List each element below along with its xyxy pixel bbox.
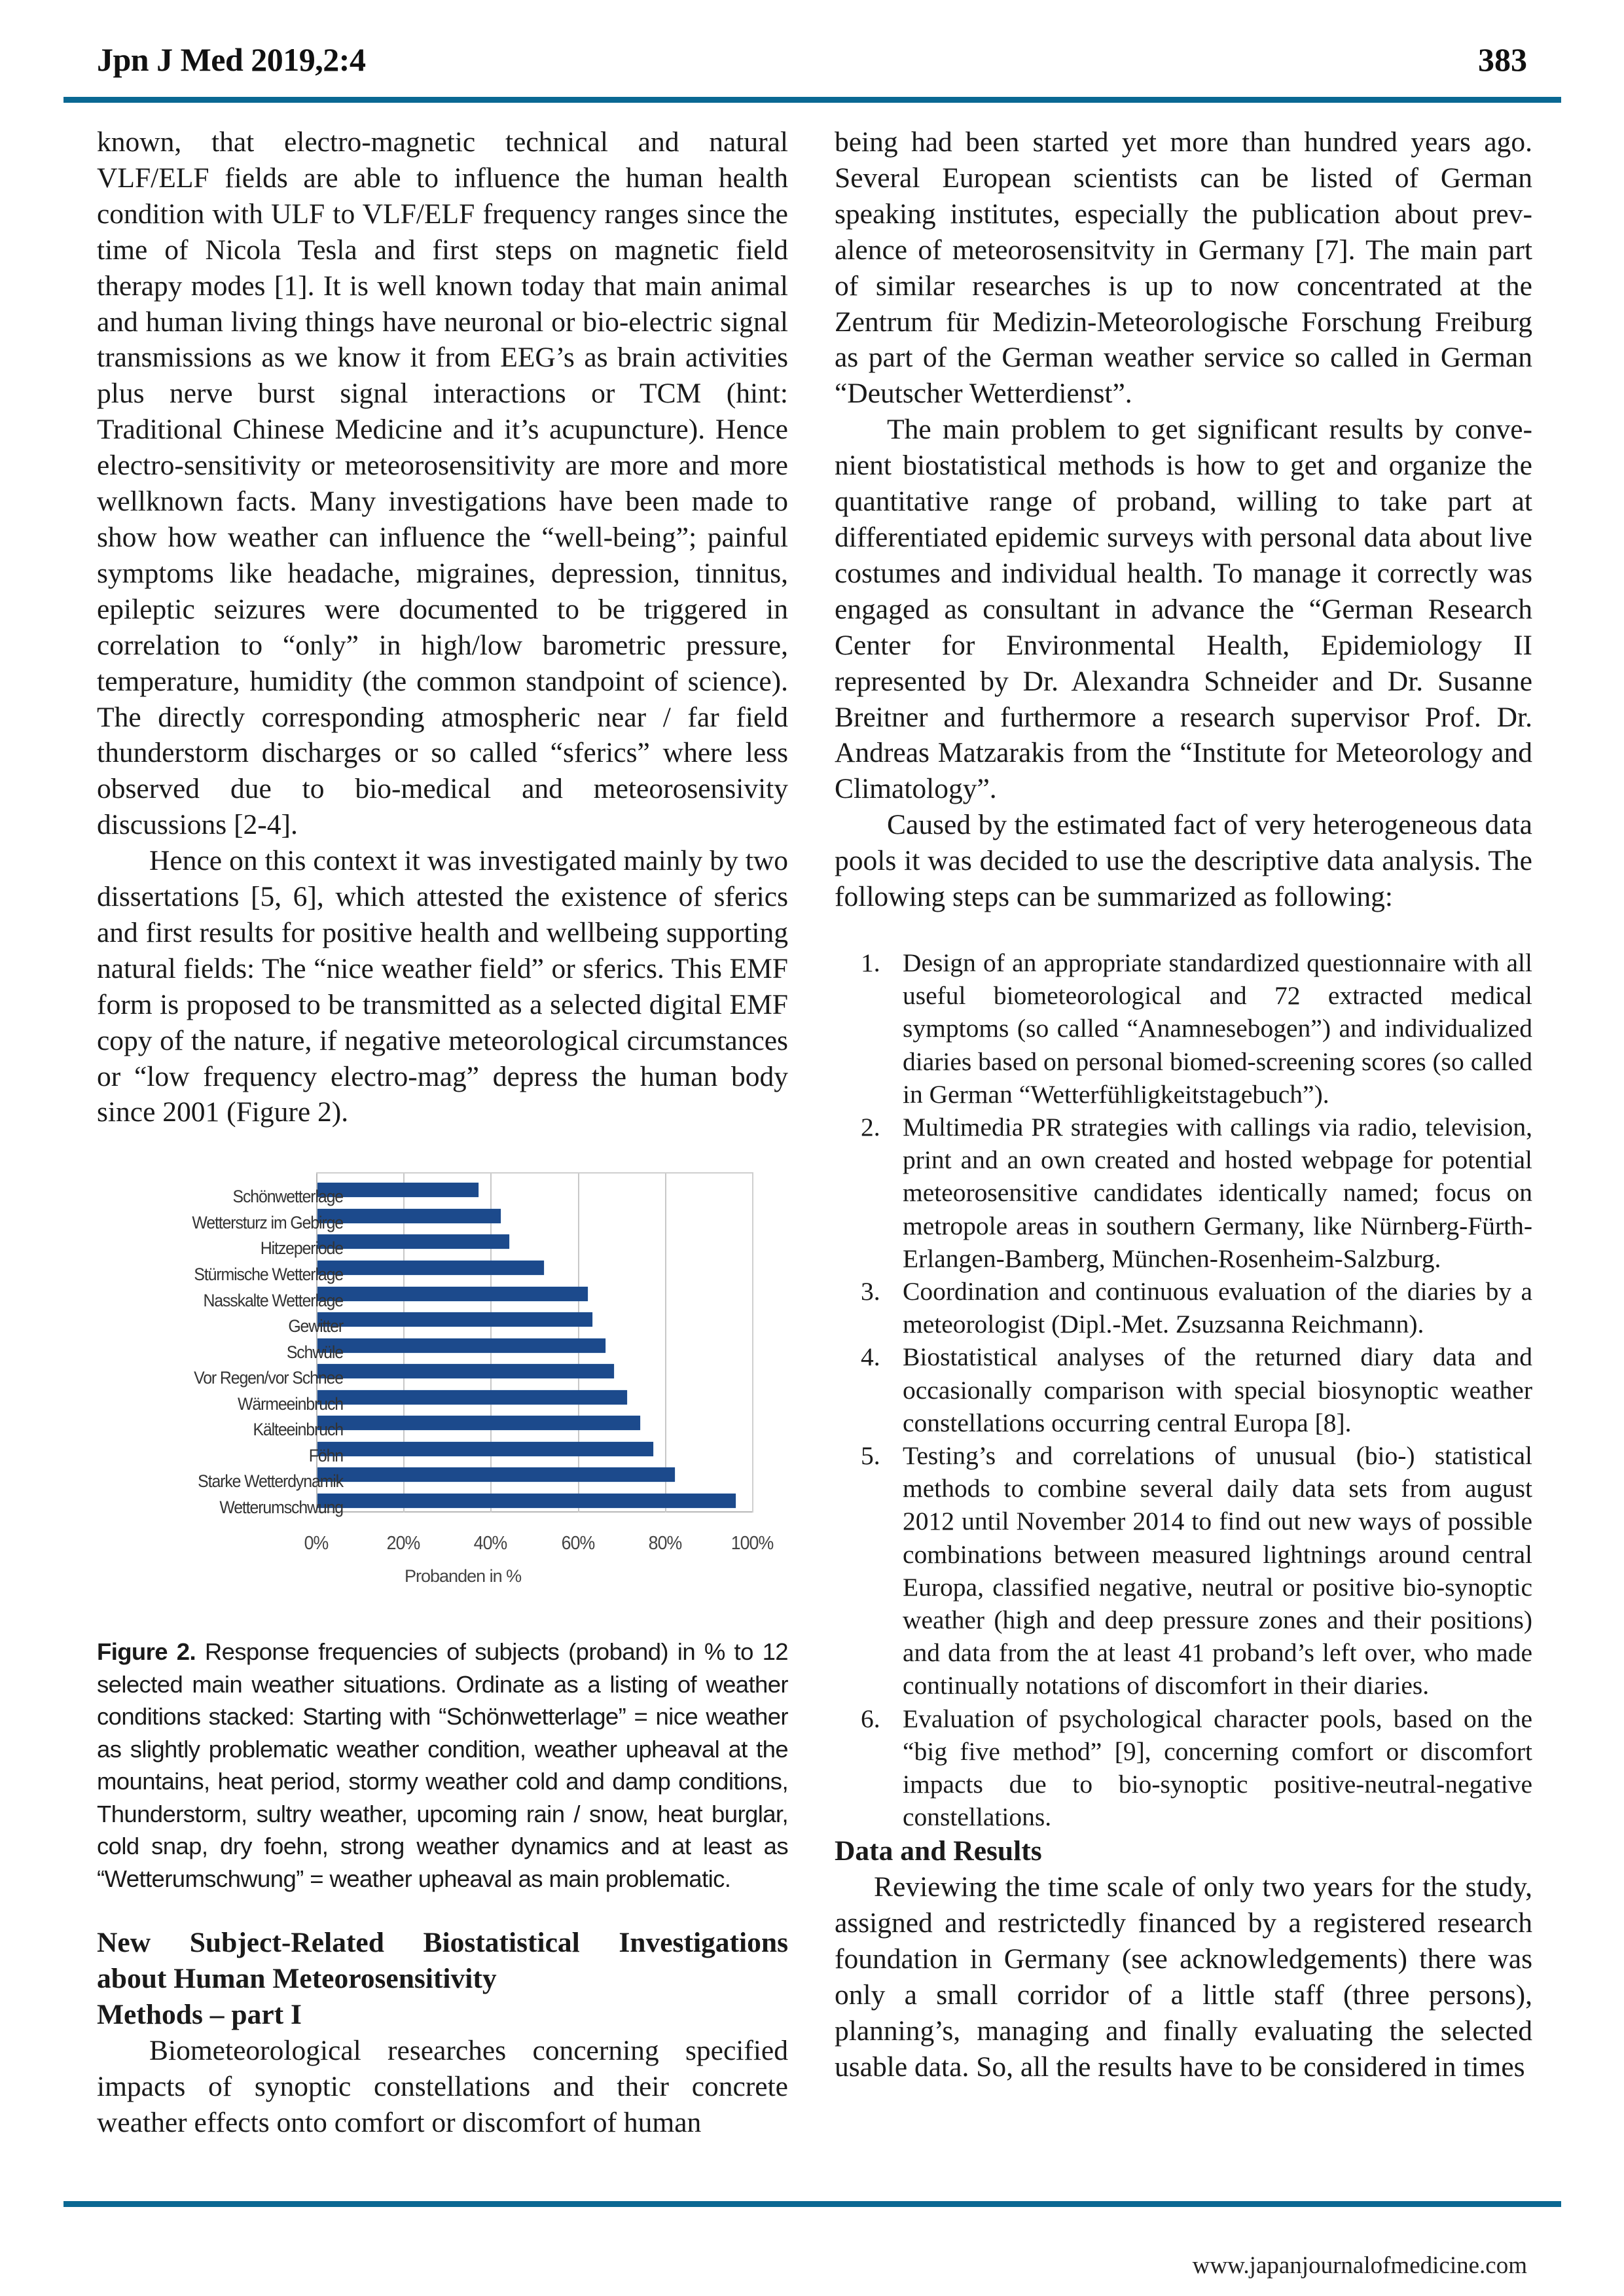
bar — [317, 1312, 592, 1327]
section-heading — [97, 1925, 788, 2033]
bar — [317, 1338, 605, 1353]
list-item — [835, 1111, 1532, 1275]
left-column — [97, 124, 788, 2141]
body-paragraph: The main problem to get significant results by convenient biostatistical methods is how to get and organize the quantitative range of proband, willing to take part at differentiated epidemic surveys with personal data about live costumes and individual health. To manage it correctly was engaged as consultant in advance the “German Research Center for Environmental Health, Epidemiology II represented by Dr. Alexandra Schneider and Dr. Susanne Breitner and furthermore a research supervisor Prof. Dr. Andreas Matzarakis from the “Institute for Meteorology and Climatology”. — [835, 414, 1532, 805]
list-number: 6. — [861, 1704, 880, 1733]
body-paragraph: Caused by the estimated fact of very heterogeneous data pools it was decided to use the descriptive data analysis. The following steps can be summarized as following: — [835, 809, 1532, 913]
x-tick-label: 40% — [474, 1533, 507, 1554]
list-item — [835, 1275, 1532, 1340]
bar-row — [316, 1333, 752, 1359]
list-number: 2. — [861, 1112, 880, 1141]
list-text: Biostatistical analyses of the returned diary data and occasionally comparison with special biosynoptic weather constellations occurring central Europa [8]. — [903, 1342, 1532, 1437]
bar-row — [316, 1204, 752, 1230]
y-category-label: Nasskalte Wetterlage — [203, 1290, 343, 1310]
bar-row — [316, 1488, 752, 1515]
subsection-heading: Methods – part I — [97, 1999, 302, 2031]
y-category-label: Gewitter — [288, 1316, 343, 1336]
caption-text: Response frequencies of subjects (proband) in % to 12 selected main weather situations. Ordinate as a listing of weather conditions stacked: Starting with “Schönwetterlage” = nice weather as slightly problematic weather condition, weather upheaval at the mountains, heat period, stormy weather cold and damp conditions, Thunderstorm, sultry weather, upcoming rain / snow, heat burglar, cold snap, dry foehn, strong weather dynamics and at least as “Wetterumschwung” = weather upheaval as main problematic. — [97, 1638, 788, 1892]
bar-row — [316, 1255, 752, 1282]
header-rule — [63, 97, 1561, 103]
body-paragraph: Hence on this context it was investigated mainly by two dissertations [5, 6], which attested the existence of sferics and first results for positive health and wellbeing supporting natural fields: The “nice weather field” or sferics. This EMF form is proposed to be transmitted as a selected digital EMF copy of the nature, if negative meteorological circumstances or “low frequency electro-mag” depress the human body since 2001 (Figure 2). — [97, 845, 788, 1128]
bar-row — [316, 1437, 752, 1463]
bar — [317, 1209, 501, 1223]
x-tick-label: 0% — [304, 1533, 329, 1554]
y-category-label: Schwüle — [286, 1342, 343, 1362]
bar-row — [316, 1282, 752, 1308]
y-category-label: Wettersturz im Gebirge — [192, 1212, 343, 1232]
list-text: Evaluation of psychological character pools, based on the “big five method” [9], concerning comfort or discomfort impacts due to bio-synoptic positive-neutral-negative constellations. — [903, 1704, 1532, 1832]
bar — [317, 1390, 627, 1405]
bar-row — [316, 1177, 752, 1204]
list-number: 4. — [861, 1342, 880, 1372]
list-text: Design of an appropriate standardized questionnaire with all useful biometeorological and 72 extracted medical symptoms (so called “Anamnesebogen”) and individualized diaries based on personal biomed-screening scores (so called in German “Wetterfühligkeitstagebuch”). — [903, 948, 1532, 1109]
list-number: 3. — [861, 1276, 880, 1306]
y-category-label: Vor Regen/vor Schnee — [194, 1368, 343, 1388]
list-item — [835, 1702, 1532, 1834]
x-tick-label: 80% — [648, 1533, 682, 1554]
y-category-label: Hitzeperiode — [260, 1238, 343, 1259]
y-category-label: Föhn — [308, 1445, 343, 1465]
bar — [317, 1467, 675, 1482]
bar-row — [316, 1229, 752, 1255]
body-paragraph: Biometeorological researches concerning specified impacts of synoptic constellations and their concrete weather effects onto comfort or discomfort of human — [97, 2035, 788, 2138]
bar — [317, 1261, 544, 1275]
page-number: 383 — [1478, 41, 1527, 78]
body-paragraph: being had been started yet more than hundred years ago. Several European scientists can be listed of German speaking institutes, especially the publication about prevalence of meteorosensitvity in Germany [7]. The main part of similar researches is up to now concentrated at the Zentrum für Medizin-Meteorologische Forschung Freiburg as part of the German weather service so called in German “Deutscher Wetterdienst”. — [835, 126, 1532, 410]
x-axis-title: Probanden in % — [405, 1566, 522, 1587]
journal-url[interactable]: www.japanjournalofmedicine.com — [1192, 2252, 1527, 2279]
figure-2-chart — [97, 1172, 788, 1604]
body-paragraph: known, that electro-magnetic technical and natural VLF/ELF fields are able to influence the human health condition with ULF to VLF/ELF frequency ranges since the time of Nicola Tesla and first steps on magnetic field therapy modes [1]. It is well known today that main animal and human living things have neuronal or bio-electric signal transmissions as we know it from EEG’s as brain activities plus nerve burst signal interactions or TCM (hint: Traditional Chinese Medicine and it’s acupuncture). Hence electro-sensitivity or meteorosensitivity are more and more wellknown facts. Many investigations have been made to show how weather can influence the “well-being”; painful symptoms like headache, migraines, depression, tinnitus, epileptic seizures were documented to be triggered in correlation to “only” in high/low barometric pressure, temperature, humidity (the common standpoint of science). The directly corresponding atmospheric near / far field thunderstorm discharges or so called “sferics” where less observed due to bio-medical and meteorosensivity discussions [2-4]. — [97, 126, 788, 841]
bar-row — [316, 1385, 752, 1411]
x-tick-label: 100% — [731, 1533, 774, 1554]
list-number: 5. — [861, 1441, 880, 1470]
section-heading-line-2: about Human Meteorosensitivity — [97, 1963, 497, 1995]
y-category-label: Wetterumschwung — [219, 1497, 343, 1517]
bar — [317, 1287, 588, 1301]
list-text: Testing’s and correlations of unusual (bio-) statistical methods to combine several daily data sets from august 2012 until November 2014 to find out new ways of possible combinations between measured lightnings around central Europa, classified negative, neutral or positive bio-synoptic weather (high and deep pressure zones and their positions) and data from the at least 41 proband’s left over, who made continually notations of discomfort in their diaries. — [903, 1441, 1532, 1700]
chart-plot-area — [316, 1172, 753, 1513]
bar — [317, 1416, 640, 1430]
section-heading-line-1: New Subject-Related Biostatistical Investigations — [97, 1927, 788, 1959]
bar — [317, 1494, 736, 1508]
list-text: Coordination and continuous evaluation of the diaries by a meteorologist (Dipl.-Met. Zsuzsanna Reichmann). — [903, 1276, 1532, 1339]
y-category-label: Schönwetterlage — [232, 1187, 343, 1207]
bar-row — [316, 1462, 752, 1488]
y-category-label: Kälteeinbruch — [253, 1420, 343, 1440]
methods-steps-list — [835, 946, 1532, 1833]
bar-row — [316, 1307, 752, 1333]
list-item — [835, 1439, 1532, 1702]
bar-row — [316, 1359, 752, 1385]
body-paragraph: Reviewing the time scale of only two years for the study, assigned and restrictedly financed by a registered research foundation in Germany (see acknowledgements) there was only a small corridor of a little staff (three persons), planning’s, managing and finally evaluating the selected usable data. So, all the results have to be considered in times — [835, 1871, 1532, 2083]
right-column — [835, 124, 1532, 2085]
bar — [317, 1234, 509, 1249]
y-category-label: Starke Wetterdynamik — [198, 1471, 343, 1492]
list-item — [835, 946, 1532, 1111]
footer-rule — [63, 2201, 1561, 2207]
bar — [317, 1442, 653, 1456]
y-category-label: Stürmische Wetterlage — [194, 1264, 343, 1284]
y-category-label: Wärmeeinbruch — [238, 1393, 343, 1414]
list-item — [835, 1340, 1532, 1439]
figure-label: Figure 2. — [97, 1638, 196, 1666]
x-tick-label: 60% — [561, 1533, 594, 1554]
bar-row — [316, 1410, 752, 1437]
x-tick-label: 20% — [386, 1533, 420, 1554]
running-head — [97, 41, 1527, 93]
journal-reference: Jpn J Med 2019,2:4 — [97, 41, 366, 78]
bar — [317, 1364, 614, 1378]
data-results-heading: Data and Results — [835, 1835, 1042, 1867]
list-text: Multimedia PR strategies with callings via radio, television, print and an own created and hosted webpage for potential meteorosensitive candidates identically named; focus on metropole areas in southern Germany, like Nürnberg-Fürth-Erlangen-Bamberg, München-Rosenheim-Salzburg. — [903, 1112, 1532, 1273]
list-number: 1. — [861, 948, 880, 977]
figure-caption — [97, 1636, 788, 1895]
